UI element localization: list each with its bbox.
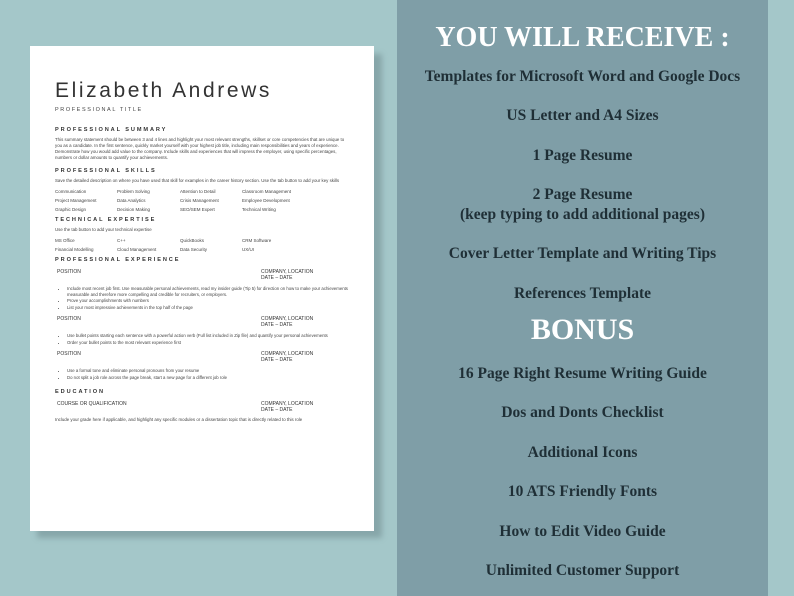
bonus-heading: BONUS [530,313,635,346]
education-header [55,401,349,413]
education-text: Include your grade here if applicable, and highlight any specific modules or a dissertation topic that is directly related to this role [55,417,303,422]
job-bullet: • Use a formal tone and eliminate personal pronouns from your resume [67,368,349,374]
tech-item: C++ [117,238,126,243]
skills-grid [55,189,349,212]
job-header [55,269,349,281]
bonus-item: Dos and Donts Checklist [501,404,664,421]
skill-item: Attention to Detail [180,189,216,194]
tech-item: MS Office [55,238,75,243]
skill-item: Employee Development [242,198,290,203]
skill-item: Data Analytics [117,198,146,203]
job-bullet: • Include most recent job first. Use measurable personal achievements, read my insider guide (Tip 5) for direction on how to make your achievements measurable and therefore more compelling and credible for recruiters, or employers. [67,286,349,297]
skill-item: Decision Making [117,207,151,212]
job-bullets [55,368,349,380]
resume-sheet [30,46,374,531]
job-bullet: • Prove your accomplishments with numbers [67,298,349,304]
job-dates: DATE – DATE [261,357,293,363]
job-position: POSITION [57,351,81,357]
job-header [55,351,349,363]
job-bullet: • Use bullet points starting each sentence with a powerful action verb (Full list included in Zip file) and quantify your personal achievements [67,333,349,339]
bonus-item: How to Edit Video Guide [499,523,666,540]
job-company-dates [261,316,349,328]
education-company-dates [261,401,349,413]
tech-heading: TECHNICAL EXPERTISE [55,217,157,223]
feature-item: 1 Page Resume [532,147,633,164]
tech-item: CRM Software [242,238,272,243]
job-company-dates [261,269,349,281]
job-dates: DATE – DATE [261,275,293,281]
bonus-item: Additional Icons [527,444,638,461]
skills-heading: PROFESSIONAL SKILLS [55,168,157,174]
skill-item: Project Management [55,198,97,203]
job-company-dates [261,351,349,363]
resume-title: PROFESSIONAL TITLE [55,107,143,113]
job-header [55,316,349,328]
tech-item: Cloud Management [117,247,157,252]
summary-text: This summary statement should be between 3 and 4 lines and highlight your most relevant strengths, skillset or core competencies that are unique to you as a candidate. In the first sentence, quickly market yourself with your highest job title, including main responsibilities and years of experience. Demonstrate how you would add value to the company. Include skills and experiences that will impress the employer, using specific percentages, numbers or dollar amounts to quantify your achievements. [55,137,345,160]
feature-item: References Template [513,285,652,302]
tech-item: Data Security [180,247,208,252]
skill-item: Classroom Management [242,189,292,194]
bonus-item: Unlimited Customer Support [485,562,680,579]
tech-grid [55,238,349,252]
skill-item: Technical Writing [242,207,276,212]
education-company: COMPANY, LOCATION [261,401,314,407]
features-panel [397,0,768,596]
skill-item: SEO/SEM Expert [180,207,215,212]
education-dates: DATE – DATE [261,407,293,413]
job-dates: DATE – DATE [261,322,293,328]
receive-heading: YOU WILL RECEIVE : [435,22,730,53]
job-bullets [55,333,349,345]
job-bullet: • Order your bullet points to the most relevant experience first [67,340,349,346]
feature-item: US Letter and A4 Sizes [506,107,659,124]
job-bullet: • List your most impressive achievements in the top half of the page [67,305,349,311]
feature-item: Cover Letter Template and Writing Tips [448,245,717,262]
experience-heading: PROFESSIONAL EXPERIENCE [55,257,181,263]
resume-name: Elizabeth Andrews [55,79,272,102]
feature-item: Templates for Microsoft Word and Google Docs [424,68,741,85]
bonus-item: 10 ATS Friendly Fonts [507,483,658,500]
feature-item: 2 Page Resume [532,186,633,203]
skill-item: Graphic Design [55,207,87,212]
skill-item: Problem Solving [117,189,150,194]
bonus-item: 16 Page Right Resume Writing Guide [458,365,707,382]
feature-item-note: (keep typing to add additional pages) [459,206,706,223]
education-course: COURSE OR QUALIFICATION [57,401,127,407]
job-bullets [55,286,349,310]
skills-text: Save the detailed description on where you have used that skill for examples in the career history section. Use the tab button to add your key skills [55,178,340,183]
summary-heading: PROFESSIONAL SUMMARY [55,127,168,133]
job-position: POSITION [57,316,81,322]
tech-item: Financial Modelling [55,247,94,252]
job-position: POSITION [57,269,81,275]
tech-text: Use the tab button to add your technical expertise [55,227,152,232]
education-heading: EDUCATION [55,389,105,395]
skill-item: Communication [55,189,87,194]
job-company: COMPANY, LOCATION [261,351,314,357]
tech-item: UX/UI [242,247,255,252]
job-company: COMPANY, LOCATION [261,316,314,322]
skill-item: Crisis Management [180,198,219,203]
job-company: COMPANY, LOCATION [261,269,314,275]
job-bullet: • Do not split a job role across the page break, start a new page for a different job role [67,375,349,381]
tech-item: QuickBooks [180,238,205,243]
